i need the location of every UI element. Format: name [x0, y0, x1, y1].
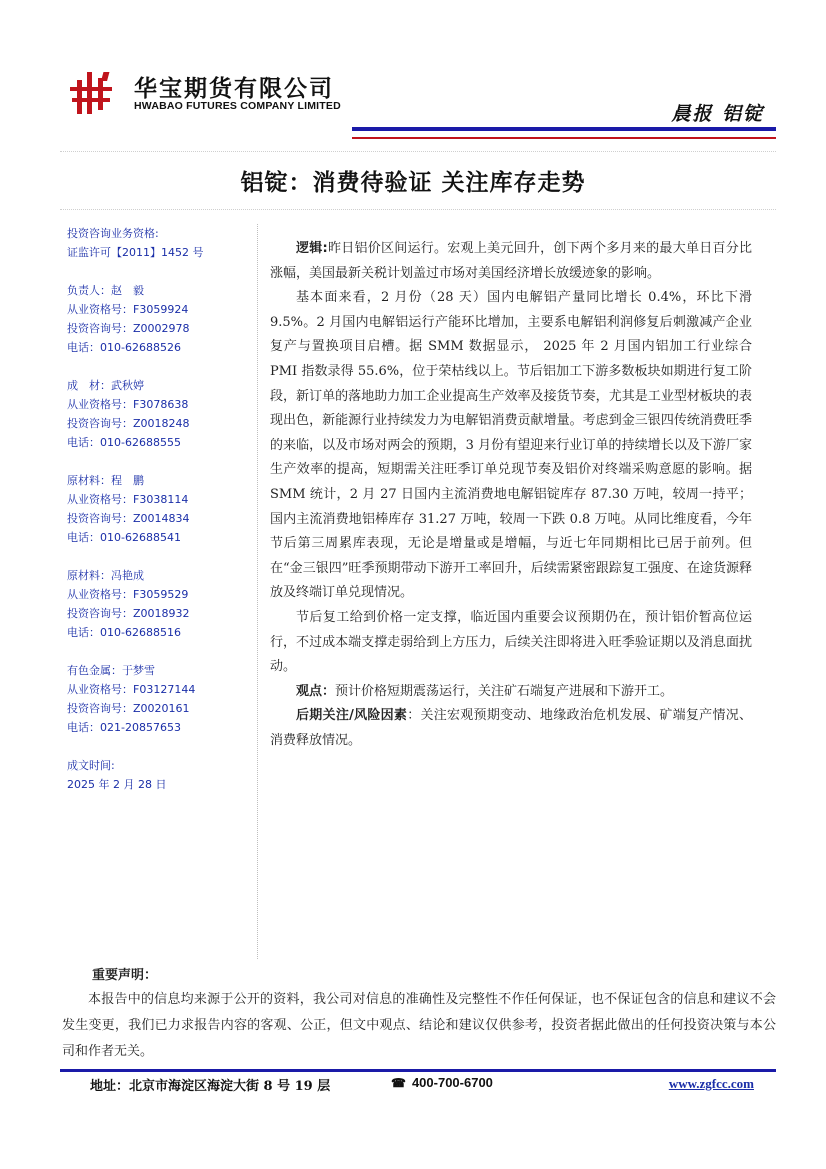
analyst-advisory-no: 投资咨询号：Z0014834: [67, 512, 190, 525]
analyst-phone: 电话：010-62688541: [67, 531, 181, 544]
analyst-phone: 电话：010-62688526: [67, 341, 181, 354]
analyst-license: 从业资格号：F3038114: [67, 493, 189, 506]
analyst-advisory-no: 投资咨询号：Z0018932: [67, 607, 190, 620]
analyst-license: 从业资格号：F03127144: [67, 683, 196, 696]
analyst-advisory-no: 投资咨询号：Z0018248: [67, 417, 190, 430]
analyst-responsible: [67, 281, 242, 357]
phone-icon: ☎: [391, 1076, 406, 1090]
qualification-block: [67, 224, 242, 262]
analyst-material: [67, 376, 242, 452]
analyst-advisory-no: 投资咨询号：Z0002978: [67, 322, 190, 335]
view-paragraph: [270, 680, 752, 705]
analyst-phone: 电话：010-62688555: [67, 436, 181, 449]
qualification-label: 投资咨询业务资格:: [67, 227, 159, 240]
logic-label: 逻辑:: [296, 241, 328, 256]
title-divider-bottom: [60, 209, 776, 210]
disclaimer-title: 重要声明：: [92, 968, 158, 983]
analyst-name: 成 材：武秋婷: [67, 379, 144, 392]
analyst-raw-2: [67, 566, 242, 642]
company-name-cn: 华宝期货有限公司: [134, 76, 334, 102]
analyst-name: 负责人：赵 毅: [67, 284, 144, 297]
risk-paragraph: [270, 704, 752, 753]
view-text: 预计价格短期震荡运行，关注矿石端复产进展和下游开工。: [335, 683, 674, 699]
analyst-sidebar: [67, 224, 242, 813]
company-name-en: HWABAO FUTURES COMPANY LIMITED: [134, 100, 341, 112]
analyst-license: 从业资格号：F3059529: [67, 588, 189, 601]
report-date-label: 成文时间:: [67, 759, 115, 772]
logic-paragraph: [270, 237, 752, 286]
website-link[interactable]: www.zgfcc.com: [668, 1076, 754, 1091]
analyst-license: 从业资格号：F3078638: [67, 398, 189, 411]
report-title: 铝锭：消费待验证 关注库存走势: [240, 170, 586, 196]
phone-number: 400-700-6700: [411, 1075, 493, 1090]
hwabao-logo-icon: [68, 70, 114, 116]
risk-label: 后期关注/风险因素: [296, 708, 408, 724]
report-type: 晨报 铝锭: [671, 103, 764, 125]
title-divider-top: [60, 151, 776, 152]
analyst-phone: 电话：021-20857653: [67, 721, 181, 734]
analyst-name: 有色金属：于梦雪: [67, 664, 155, 677]
risk-text: ：关注宏观预期变动、地缘政治危机发展、矿端复产情况、消费释放情况。: [270, 708, 752, 748]
qualification-license: 证监许可【2011】1452 号: [67, 246, 204, 259]
analyst-license: 从业资格号：F3059924: [67, 303, 189, 316]
header-rule-blue: [352, 127, 776, 131]
analyst-advisory-no: 投资咨询号：Z0020161: [67, 702, 190, 715]
outlook-paragraph: 节后复工给到价格一定支撑，临近国内重要会议预期仍在，预计铝价暂高位运行，不过成本端支撑走弱给到上方压力，后续关注即将进入旺季验证期以及消息面扰动。: [270, 609, 752, 675]
report-date-block: [67, 756, 242, 794]
disclaimer-text: 本报告中的信息均来源于公开的资料，我公司对信息的准确性及完整性不作任何保证，也不保证包含的信息和建议不会发生变更，我们已力求报告内容的客观、公正，但文中观点、结论和建议仅供参考，投资者据此做出的任何投资决策与本公司和作者无关。: [62, 992, 776, 1059]
analyst-nonferrous: [67, 661, 242, 737]
fundamentals-paragraph: 基本面来看，2 月份（28 天）国内电解铝产量同比增长 0.4%，环比下滑 9.5%。2 月国内电解铝运行产能环比增加，主要系电解铝利润修复后刺激减产企业复产与置换项目启槽。据 SMM 数据显示， 2025 年 2 月国内铝加工行业综合 PMI 指数录得 55.6%，位于荣枯线以上。节后铝加工下游多数板块如期进行复工阶段，新订单的落地助力加工企业提高生产效率及接货节奏，尤其是工业型材板块的表现出色，新能源行业持续发力为电解铝消费贡献增量。考虑到金三银四传统消费旺季的来临，以及市场对两会的预期，3 月份有望迎来行业订单的持续增长以及下游厂家生产效率的提高，短期需关注旺季订单兑现节奏及铝价对终端采购意愿的影响。据 SMM 统计，2 月 27 日国内主流消费地电解铝锭库存 87.30 万吨，较周一持平；国内主流消费地铝棒库存 31.27 万吨，较周一下跌 0.8 万吨。从同比维度看，今年节后第三周累库表现，无论是增量或是增幅，与近七年同期相比已居于前列。但在“金三银四”旺季预期带动下游开工率回升，后续需紧密跟踪复工强度、在途货源释放及终端订单兑现情况。: [270, 290, 752, 601]
analyst-name: 原材料：程 鹏: [67, 474, 144, 487]
analyst-raw: [67, 471, 242, 547]
footer-rule: [60, 1069, 776, 1072]
footer-phone: [391, 1075, 493, 1090]
report-body: [270, 237, 752, 753]
analyst-name: 原材料：冯艳成: [67, 569, 144, 582]
footer-address: 地址：北京市海淀区海淀大街 8 号 19 层: [90, 1079, 331, 1094]
column-divider: [257, 224, 258, 959]
logic-text: 昨日铝价区间运行。宏观上美元回升，创下两个多月来的最大单日百分比涨幅，美国最新关税计划盖过市场对美国经济增长放缓迹象的影响。: [270, 241, 752, 281]
analyst-phone: 电话：010-62688516: [67, 626, 181, 639]
report-date: 2025 年 2 月 28 日: [67, 778, 167, 791]
header-rule-red: [352, 137, 776, 139]
view-label: 观点：: [296, 683, 336, 699]
